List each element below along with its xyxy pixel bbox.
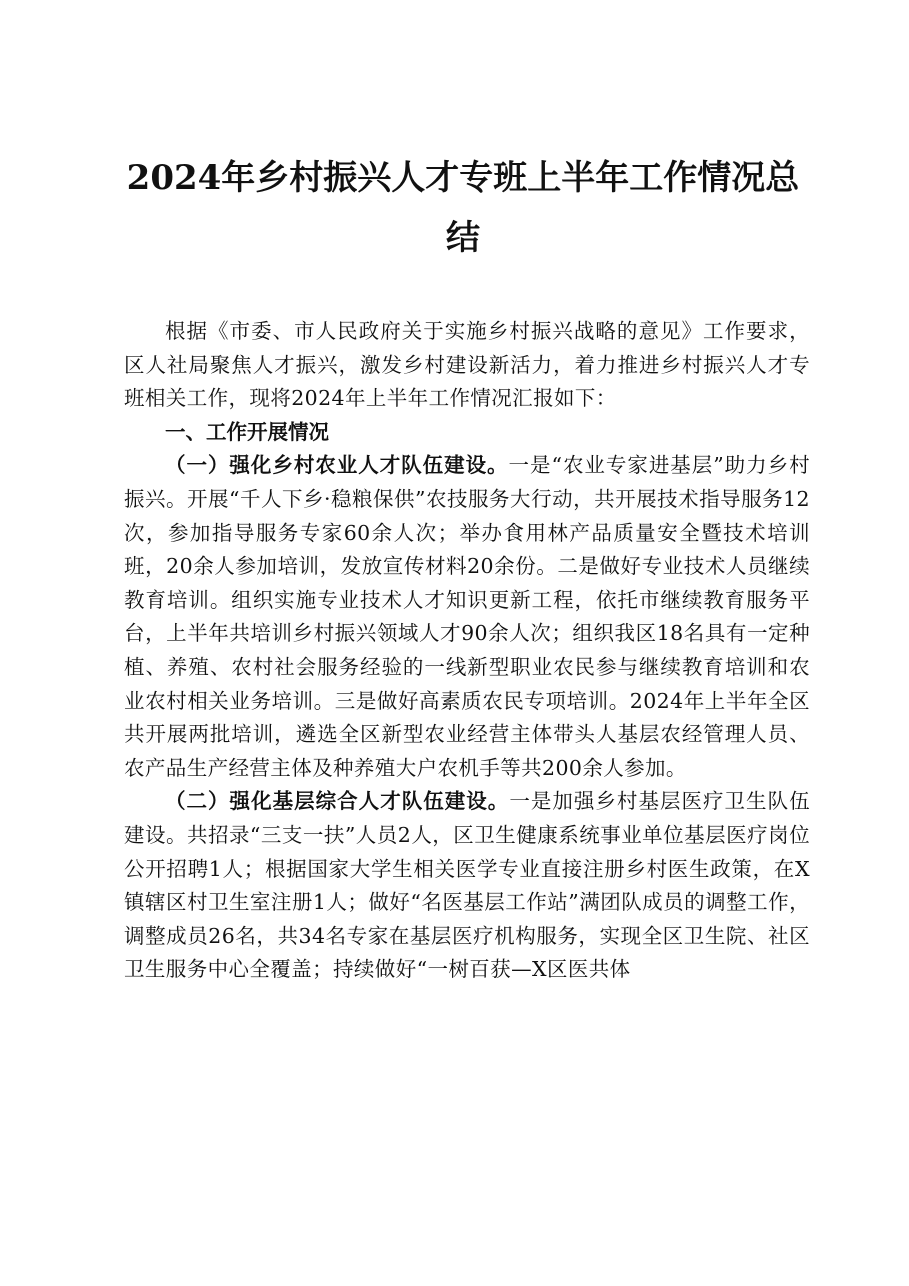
document-title: 2024年乡村振兴人才专班上半年工作情况总结 xyxy=(126,158,800,258)
paragraph-lead-agricultural-talent: （一）强化乡村农业人才队伍建设。 xyxy=(165,453,509,478)
paragraph-lead-grassroots-talent: （二）强化基层综合人才队伍建设。 xyxy=(165,789,510,814)
intro-paragraph: 根据《市委、市人民政府关于实施乡村振兴战略的意见》工作要求，区人社局聚焦人才振兴，激发乡村建设新活力，着力推进乡村振兴人才专班相关工作，现将2024年上半年工作情况汇报如下： xyxy=(124,319,810,411)
paragraph-text-grassroots-talent: 一是加强乡村基层医疗卫生队伍建设。共招录“三支一扶”人员2人，区卫生健康系统事业单位基层医疗岗位公开招聘1人；根据国家大学生相关医学专业直接注册乡村医生政策，在X镇辖区村卫生室注册1人；做好“名医基层工作站”满团队成员的调整工作，调整成员26名，共34名专家在基层医疗机构服务，实现全区卫生院、社区卫生服务中心全覆盖；持续做好“一树百获—X区医共体 xyxy=(124,789,810,982)
paragraph-text-agricultural-talent: 一是“农业专家进基层”助力乡村振兴。开展“千人下乡·稳粮保供”农技服务大行动，共开展技术指导服务12次，参加指导服务专家60余人次；举办食用林产品质量安全暨技术培训班，20余人参加培训，发放宣传材料20余份。二是做好专业技术人员继续教育培训。组织实施专业技术人才知识更新工程，依托市继续教育服务平台，上半年共培训乡村振兴领域人才90余人次；组织我区18名具有一定种植、养殖、农村社会服务经验的一线新型职业农民参与继续教育培训和农业农村相关业务培训。三是做好高素质农民专项培训。2024年上半年全区共开展两批培训，遴选全区新型农业经营主体带头人基层农经管理人员、农产品生产经营主体及种养殖大户农机手等共200余人参加。 xyxy=(124,453,810,780)
paragraph-agricultural-talent xyxy=(124,449,810,785)
document-body xyxy=(124,315,810,987)
section-heading-work-progress: 一、工作开展情况 xyxy=(165,419,329,444)
paragraph-grassroots-talent xyxy=(124,785,810,987)
